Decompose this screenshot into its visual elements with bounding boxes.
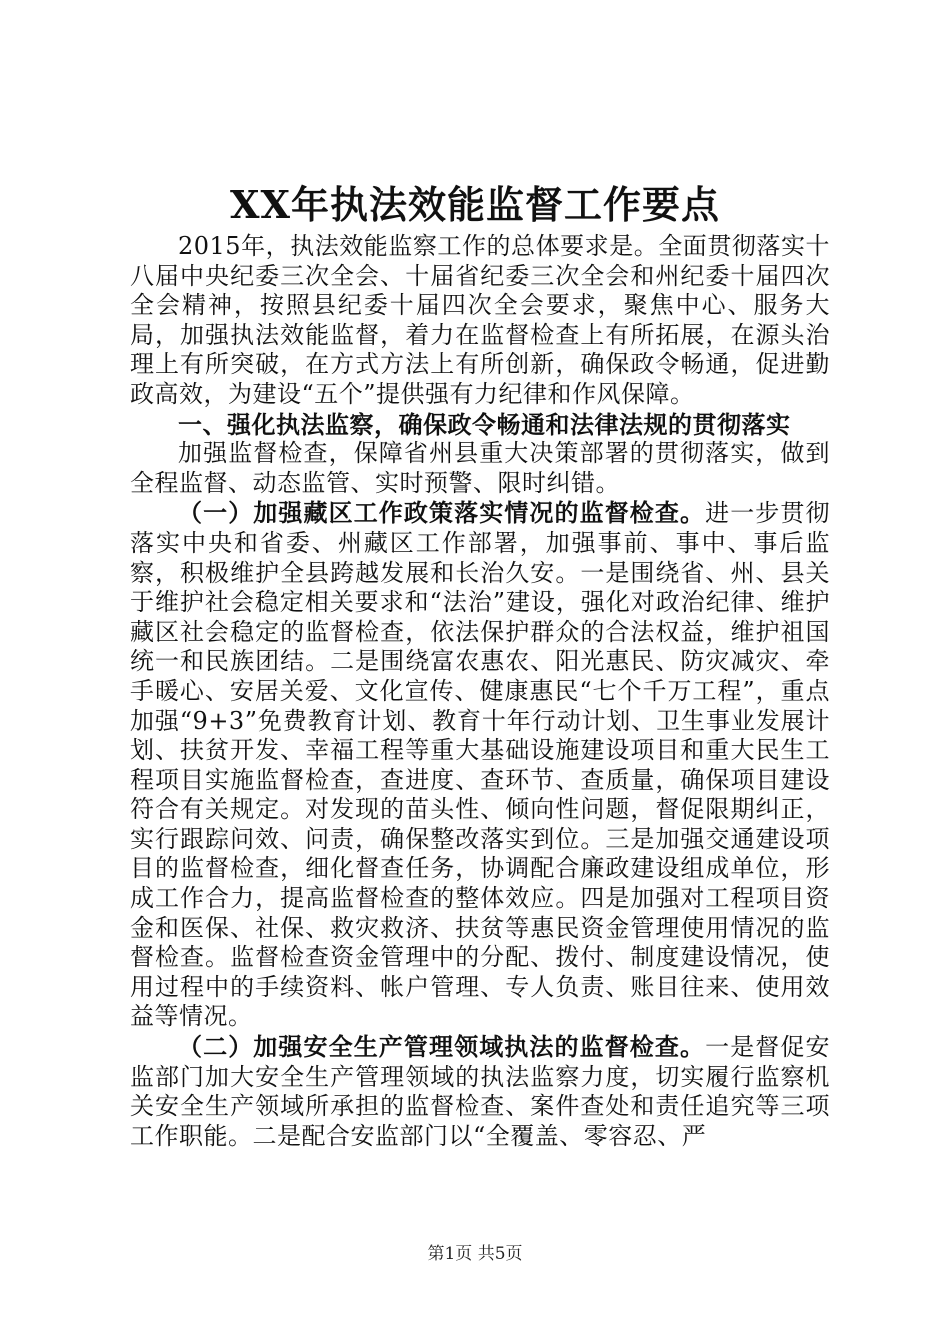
paragraph-text: 进一步贯彻落实中央和省委、州藏区工作部署，加强事前、事中、事后监察，积极维护全县跨越发展和长治久安。一是围绕省、州、县关于维护社会稳定相关要求和“法治”建设，强化对政治纪律、维护藏区社会稳定的监督检查，依法保护群众的合法权益，维护祖国统一和民族团结。二是围绕富农惠农、阳光惠民、防灾减灾、牵手暖心、安居关爱、文化宣传、健康惠民“七个千万工程”，重点加强“9+3”免费教育计划、教育十年行动计划、卫生事业发展计划、扶贫开发、幸福工程等重大基础设施建设项目和重大民生工程项目实施监督检查，查进度、查环节、查质量，确保项目建设符合有关规定。对发现的苗头性、倾向性问题，督促限期纠正，实行跟踪问效、问责，确保整改落实到位。三是加强交通建设项目的监督检查，细化督查任务，协调配合廉政建设组成单位，形成工作合力，提高监督检查的整体效应。四是加强对工程项目资金和医保、社保、救灾救济、扶贫等惠民资金管理使用情况的监督检查。监督检查资金管理中的分配、拨付、制度建设情况，使用过程中的手续资料、帐户管理、专人负责、账目往来、使用效益等情况。 — [130, 499, 831, 1031]
paragraph-text: 2015年，执法效能监察工作的总体要求是。全面贯彻落实十八届中央纪委三次全会、十届省纪委三次全会和州纪委十届四次全会精神，按照县纪委十届四次全会要求，聚焦中心、服务大局，加强执法效能监督，着力在监督检查上有所拓展，在源头治理上有所突破，在方式方法上有所创新，确保政令畅通，促进勤政高效，为建设“五个”提供强有力纪律和作风保障。 — [130, 232, 830, 408]
section-heading-1 — [130, 410, 830, 440]
paragraph-text: 加强监督检查，保障省州县重大决策部署的贯彻落实，做到全程监督、动态监管、实时预警、限时纠错。 — [130, 439, 830, 497]
paragraph-section-1-intro — [130, 439, 830, 498]
paragraph-subsection-1 — [130, 498, 830, 1032]
document-title: XX年执法效能监督工作要点 — [230, 182, 720, 227]
page-footer: 第1页 共5页 — [427, 1244, 523, 1264]
paragraph-intro — [130, 232, 830, 410]
subsection-lead: （一）加强藏区工作政策落实情况的监督检查。 — [178, 498, 706, 528]
document-body — [130, 232, 830, 1151]
paragraph-subsection-2 — [130, 1032, 830, 1151]
section-heading-text: 一、强化执法监察，确保政令畅通和法律法规的贯彻落实 — [178, 409, 791, 439]
subsection-lead: （二）加强安全生产管理领域执法的监督检查。 — [178, 1032, 706, 1062]
paragraph-text: 一是督促安监部门加大安全生产管理领域的执法监察力度，切实履行监察机关安全生产领域所承担的监督检查、案件查处和责任追究等三项工作职能。二是配合安监部门以“全覆盖、零容忍、严 — [130, 1033, 831, 1150]
